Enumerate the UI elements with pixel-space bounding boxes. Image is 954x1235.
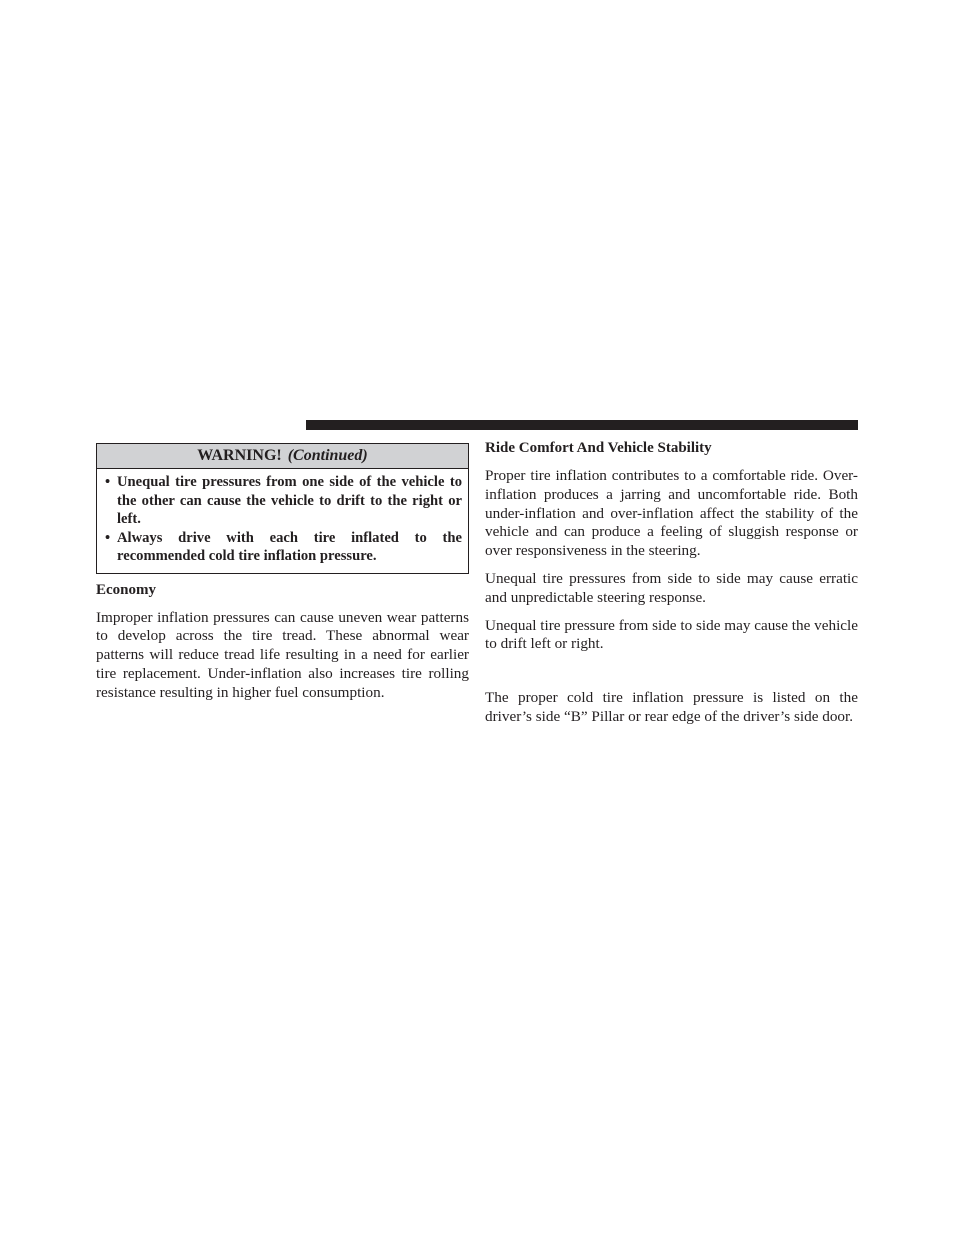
bullet-icon: • xyxy=(105,474,111,490)
warning-label: WARNING! xyxy=(197,447,282,464)
warning-item xyxy=(103,529,462,566)
left-column xyxy=(96,443,469,702)
ride-comfort-heading: Ride Comfort And Vehicle Stability xyxy=(485,440,712,456)
paragraph-unequal-drift: Unequal tire pressure from side to side may cause the vehicle to drift left or right. xyxy=(485,616,858,653)
warning-header xyxy=(97,444,468,469)
bullet-icon: • xyxy=(105,529,111,546)
right-column xyxy=(485,439,858,727)
warning-item-text: Always drive with each tire inflated to the recommended cold tire inflation pressure. xyxy=(117,529,462,564)
warning-box xyxy=(96,443,469,574)
warning-list xyxy=(97,469,468,573)
paragraph-unequal-erratic: Unequal tire pressures from side to side may cause erratic and unpredictable steering response. xyxy=(485,569,858,606)
economy-paragraph: Improper inflation pressures can cause uneven wear patterns to develop across the tire tread. These abnormal wear patterns will reduce tread life resulting in a need for earlier tire replacement. Under-inflation also increases tire rolling resistance resulting in higher fuel consumption. xyxy=(96,608,469,701)
warning-item-text: Unequal tire pressures from one side of the vehicle to the other can cause the vehicle to drift to the right or left. xyxy=(117,474,462,527)
warning-item xyxy=(103,473,462,529)
section-header-bar xyxy=(306,420,858,430)
paragraph-cold-pressure-location: The proper cold tire inflation pressure is listed on the driver’s side “B” Pillar or rear edge of the driver’s side door. xyxy=(485,689,858,725)
paragraph-proper-inflation: Proper tire inflation contributes to a comfortable ride. Over-inflation produces a jarring and uncomfortable ride. Both under-inflation and over-inflation affect the stability of the vehicle and can produce a feeling of sluggish response or over responsiveness in the steering. xyxy=(485,467,858,560)
economy-heading: Economy xyxy=(96,581,156,598)
warning-continued: (Continued) xyxy=(287,447,368,464)
